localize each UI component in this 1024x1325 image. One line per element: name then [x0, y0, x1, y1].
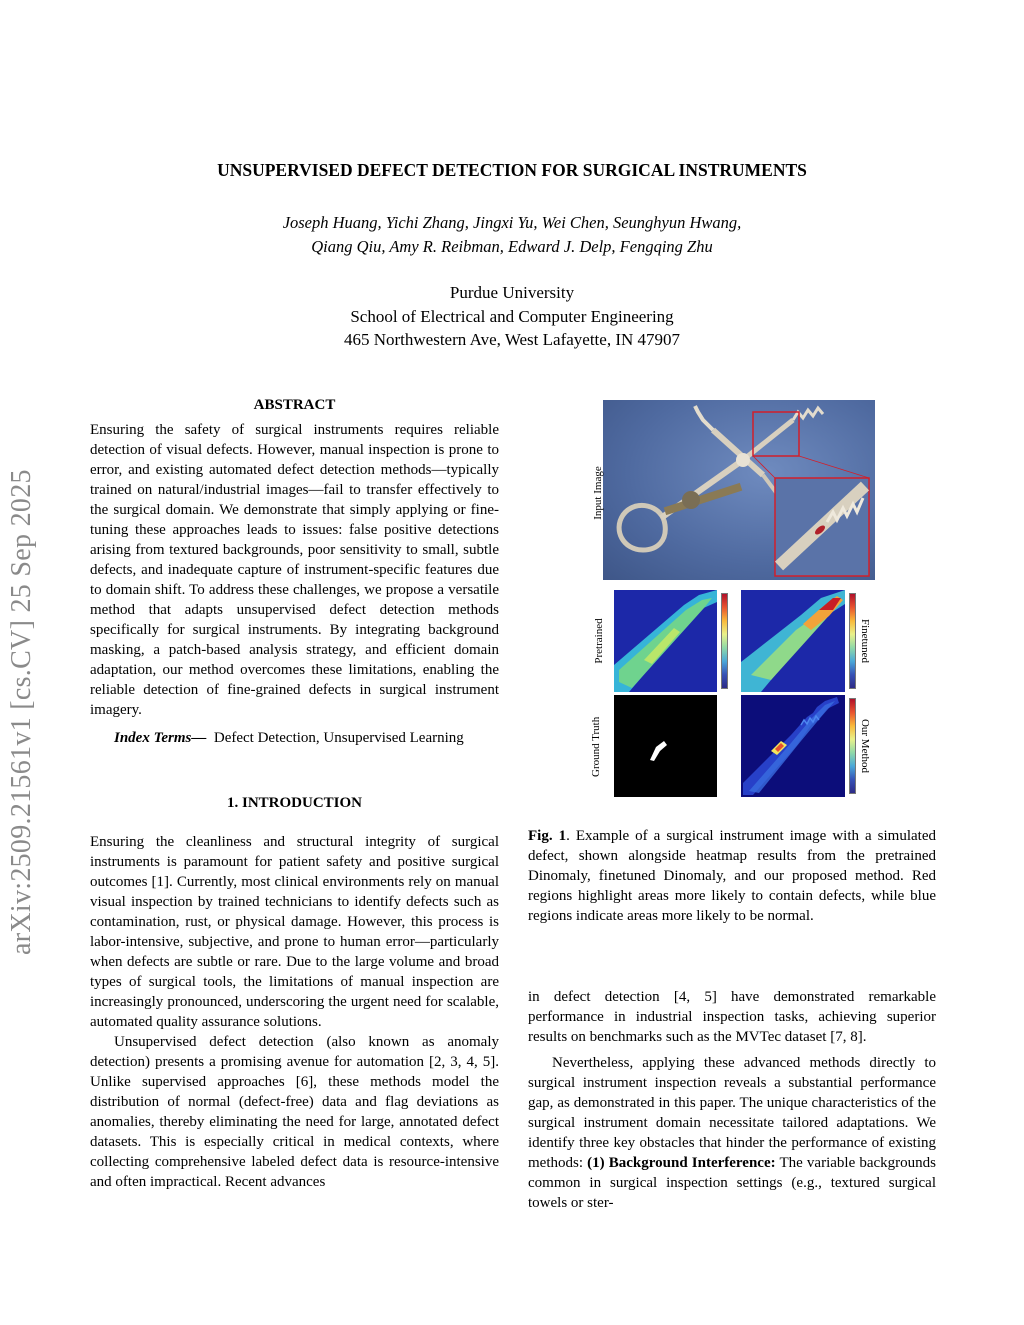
affiliation-address: 465 Northwestern Ave, West Lafayette, IN 47907	[343, 330, 681, 349]
label-finetuned: Finetuned	[859, 619, 871, 663]
finetuned-heatmap-plot	[741, 590, 845, 692]
intro-paragraph-2: Unsupervised defect detection (also known as anomaly detection) presents a promising avenue for automation [2, 3, 4, 5]. Unlike supervised approaches [6], these methods model the distribution of normal (defect-free) data and flag deviations as anomalies, thereby eliminating the need for large, annotated defect datasets. This is especially critical in medical contexts, where collecting comprehensive labeled defect data is resource-intensive and often impractical. Recent advances	[90, 1034, 499, 1190]
intro-body-left	[90, 832, 499, 1192]
authors-line-1: Joseph Huang, Yichi Zhang, Jingxi Yu, Wei Chen, Seunghyun Hwang,	[282, 213, 742, 232]
heatmap-finetuned	[741, 590, 845, 692]
abstract-text: Ensuring the safety of surgical instruments requires reliable detection of visual defects. However, manual inspection is prone to error, and existing automated defect detection methods—typically trained on natural/industrial images—fail to transfer effectively to the surgical domain. We demonstrate that simply applying or fine-tuning these approaches leads to issues: false positive detections arising from textured backgrounds, poor sensitivity to small, subtle defects, and inadequate capture of instrument-specific features due to domain shift. To address these challenges, we propose a versatile method that adapts unsupervised defect detection methods specifically for surgical instruments. By integrating background masking, a patch-based analysis strategy, and efficient domain adaptation, our method overcomes these limitations, enabling the reliable detection of fine-grained defects in surgical instrument imagery.	[90, 422, 499, 718]
label-pretrained: Pretrained	[593, 618, 605, 664]
label-input-image: Input Image	[592, 466, 604, 520]
figure-1	[528, 395, 936, 805]
index-terms-text: Defect Detection, Unsupervised Learning	[213, 730, 464, 746]
colorbar-finetuned	[849, 593, 856, 689]
colorbar-pretrained	[721, 593, 728, 689]
affiliation-university: Purdue University	[449, 283, 575, 302]
intro-paragraph-1: Ensuring the cleanliness and structural integrity of surgical instruments is paramount for patient safety and positive surgical outcomes [1]. Currently, most clinical environments rely on manual visual inspection by trained technicians to identify defects such as contamination, rust, or physical damage. However, this process is labor-intensive, subjective, and prone to human error—particularly when defects are subtle or rare. Due to the large volume and broad types of surgical tools, the limitations of manual inspection are increasingly pronounced, underscoring the urgent need for scalable, automated quality assurance solutions.	[90, 834, 499, 1030]
background-interference-label: (1) Background Interference:	[587, 1155, 776, 1171]
affiliation	[0, 281, 1024, 352]
intro-body-right	[528, 987, 936, 1213]
abstract-heading: ABSTRACT	[253, 397, 336, 413]
caption-text: . Example of a surgical instrument image with a simulated defect, shown alongside heatmap results from the pretrained Dinomaly, finetuned Dinomaly, and our proposed method. Red regions highlight areas more likely to contain defects, while blue regions indicate areas more likely to be normal.	[528, 828, 936, 924]
heatmap-pretrained	[614, 590, 717, 692]
intro-paragraph-4-start: Nevertheless, applying these advanced methods directly to surgical instrument inspection reveals a substantial performance gap, as demonstrated in this paper. The unique characteristics of the surgical instrument domain necessitate tailored adaptations. We identify three key obstacles that hinder the performance of existing methods:	[528, 1055, 936, 1171]
label-ground-truth: Ground Truth	[590, 716, 602, 777]
arxiv-stamp: arXiv:2509.21561v1 [cs.CV] 25 Sep 2025	[6, 469, 37, 955]
input-image	[603, 400, 875, 580]
paper-title: UNSUPERVISED DEFECT DETECTION FOR SURGICAL INSTRUMENTS	[217, 160, 807, 180]
intro-paragraph-4	[528, 1053, 936, 1213]
affiliation-school: School of Electrical and Computer Engineering	[350, 306, 674, 326]
caption-label: Fig. 1	[528, 828, 567, 844]
ground-truth-mask	[614, 695, 717, 797]
heatmap-our-method	[741, 695, 845, 797]
our-method-heatmap-plot	[741, 695, 845, 797]
colorbar-our-method	[849, 698, 856, 794]
intro-paragraph-4-end: The variable backgrounds common in surgical inspection settings (e.g., textured surgical towels or ster-	[528, 1155, 937, 1211]
figure-1-caption	[528, 826, 936, 926]
abstract-body	[90, 420, 499, 748]
intro-paragraph-3: in defect detection [4, 5] have demonstrated remarkable performance in industrial inspection tasks, achieving superior results on benchmarks such as the MVTec dataset [7, 8].	[528, 989, 936, 1045]
index-terms-label: Index Terms—	[114, 730, 207, 746]
index-terms	[90, 728, 499, 748]
label-our-method: Our Method	[859, 718, 871, 774]
intro-heading: 1. INTRODUCTION	[226, 795, 362, 811]
pretrained-heatmap-plot	[614, 590, 717, 692]
author-list	[0, 211, 1024, 259]
instrument-illustration	[603, 400, 875, 580]
authors-line-2: Qiang Qiu, Amy R. Reibman, Edward J. Delp, Fengqing Zhu	[311, 237, 713, 256]
ground-truth-plot	[614, 695, 717, 797]
